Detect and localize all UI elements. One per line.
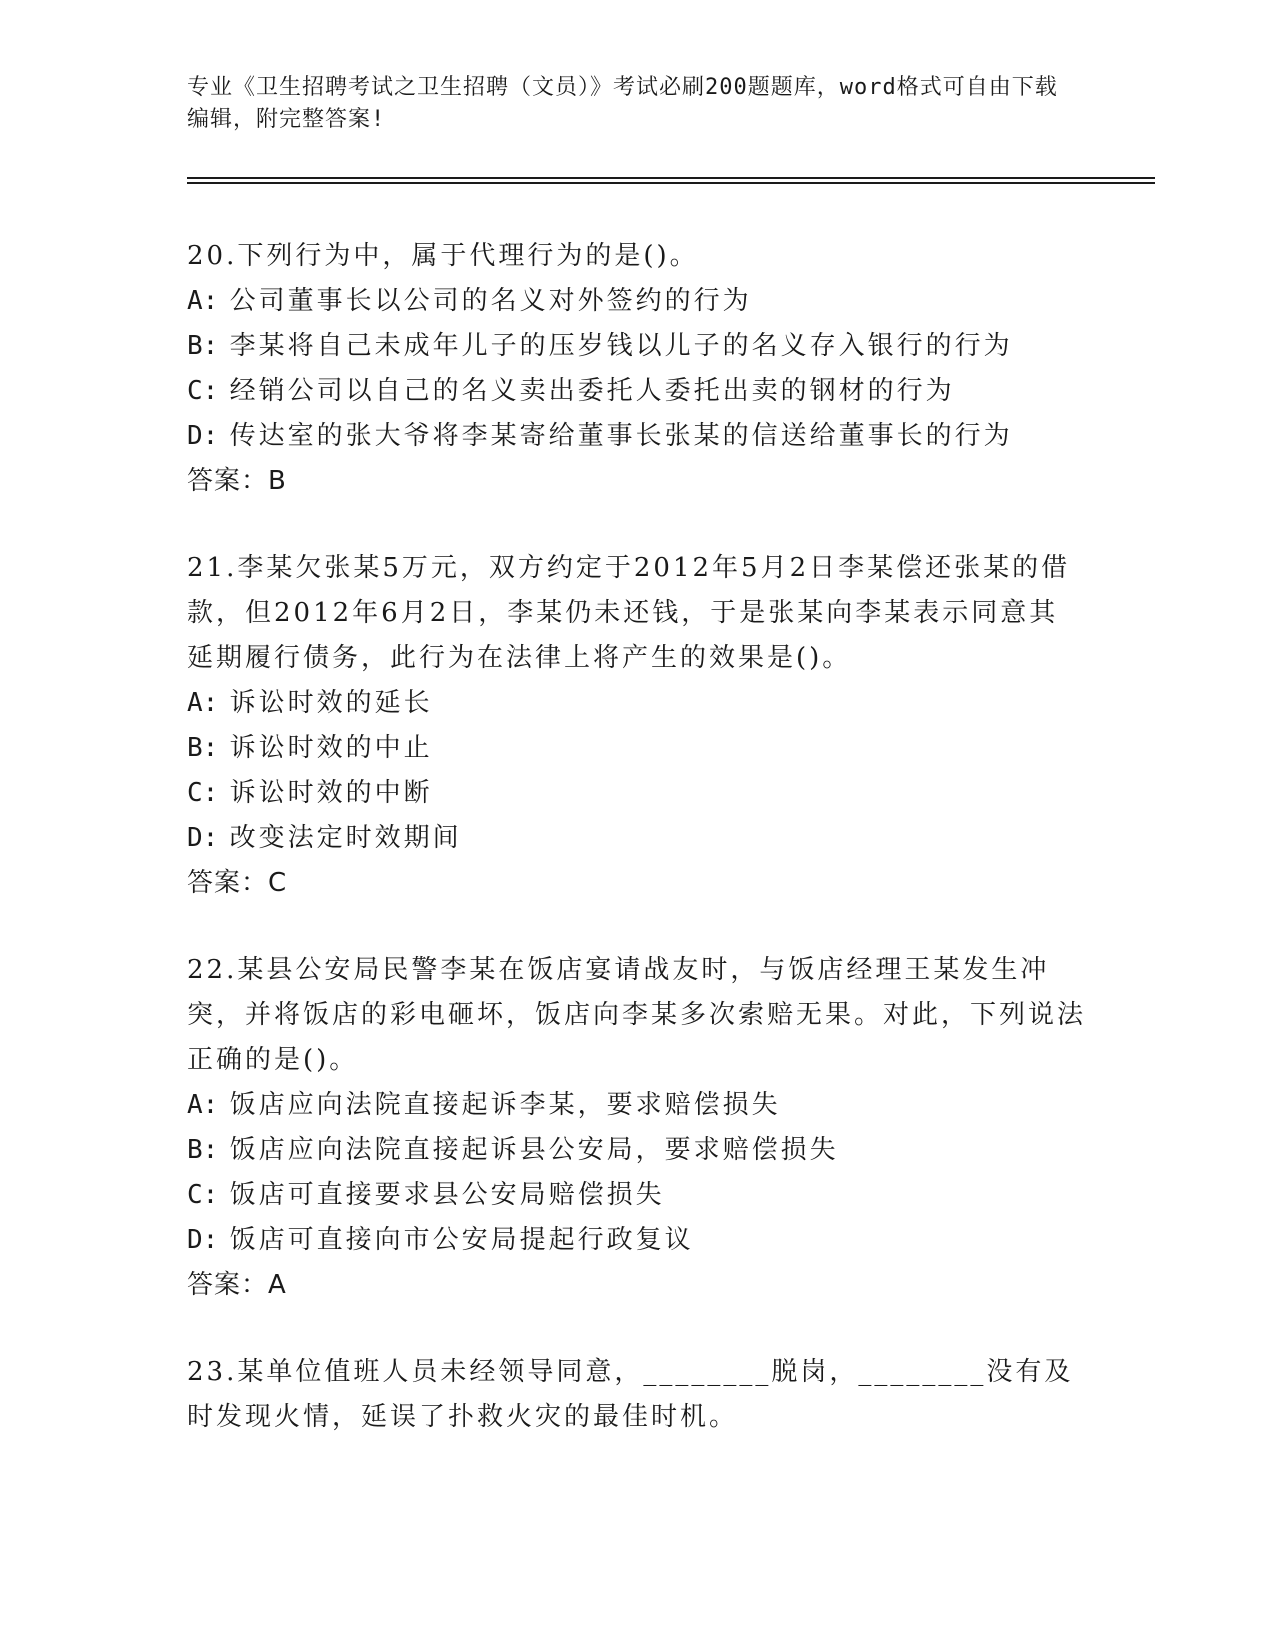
question-23 <box>187 1350 1087 1440</box>
option-text: 诉讼时效的中断 <box>229 778 433 808</box>
option-text: 诉讼时效的延长 <box>229 688 433 718</box>
option-label: C: <box>187 376 219 406</box>
option-text: 诉讼时效的中止 <box>229 733 433 763</box>
header-divider-top <box>187 177 1155 179</box>
option-c <box>187 1173 1087 1218</box>
document-header: 专业《卫生招聘考试之卫生招聘（文员）》考试必刷200题题库，word格式可自由下载编辑，附完整答案! <box>187 75 1058 132</box>
option-text: 饭店应向法院直接起诉县公安局，要求赔偿损失 <box>229 1135 839 1165</box>
option-label: D: <box>187 421 219 451</box>
option-a <box>187 279 1087 324</box>
option-text: 改变法定时效期间 <box>229 823 462 853</box>
option-a <box>187 1083 1087 1128</box>
option-text: 饭店可直接向市公安局提起行政复议 <box>229 1225 694 1255</box>
option-text: 李某将自己未成年儿子的压岁钱以儿子的名义存入银行的行为 <box>229 331 1013 361</box>
option-b <box>187 324 1087 369</box>
question-list <box>187 234 1087 1482</box>
option-d <box>187 414 1087 459</box>
question-stem: 22.某县公安局民警李某在饭店宴请战友时，与饭店经理王某发生冲突，并将饭店的彩电砸坏，饭店向李某多次索赔无果。对此，下列说法正确的是()。 <box>187 955 1087 1075</box>
option-d <box>187 816 1087 861</box>
option-a <box>187 681 1087 726</box>
option-label: A: <box>187 286 219 316</box>
header-divider-bottom <box>187 182 1155 184</box>
option-label: C: <box>187 1180 219 1210</box>
option-label: B: <box>187 733 219 763</box>
question-21 <box>187 546 1087 906</box>
option-label: D: <box>187 1225 219 1255</box>
option-text: 经销公司以自己的名义卖出委托人委托出卖的钢材的行为 <box>229 376 955 406</box>
option-b <box>187 1128 1087 1173</box>
option-label: D: <box>187 823 219 853</box>
question-stem: 23.某单位值班人员未经领导同意，________脱岗，________没有及时发现火情，延误了扑救火灾的最佳时机。 <box>187 1357 1074 1432</box>
option-text: 饭店应向法院直接起诉李某，要求赔偿损失 <box>229 1090 781 1120</box>
question-stem: 20.下列行为中，属于代理行为的是()。 <box>187 241 699 271</box>
answer: 答案：C <box>187 868 288 898</box>
option-label: A: <box>187 1090 219 1120</box>
question-20 <box>187 234 1087 504</box>
option-c <box>187 771 1087 816</box>
option-text: 公司董事长以公司的名义对外签约的行为 <box>229 286 752 316</box>
option-label: C: <box>187 778 219 808</box>
option-d <box>187 1218 1087 1263</box>
question-22 <box>187 948 1087 1308</box>
option-text: 传达室的张大爷将李某寄给董事长张某的信送给董事长的行为 <box>229 421 1013 451</box>
option-text: 饭店可直接要求县公安局赔偿损失 <box>229 1180 665 1210</box>
option-label: B: <box>187 331 219 361</box>
option-b <box>187 726 1087 771</box>
answer: 答案：B <box>187 466 287 496</box>
option-label: A: <box>187 688 219 718</box>
option-label: B: <box>187 1135 219 1165</box>
option-c <box>187 369 1087 414</box>
answer: 答案：A <box>187 1270 287 1300</box>
question-stem: 21.李某欠张某5万元，双方约定于2012年5月2日李某偿还张某的借款，但2012年6月2日，李某仍未还钱，于是张某向李某表示同意其延期履行债务，此行为在法律上将产生的效果是()。 <box>187 553 1071 673</box>
